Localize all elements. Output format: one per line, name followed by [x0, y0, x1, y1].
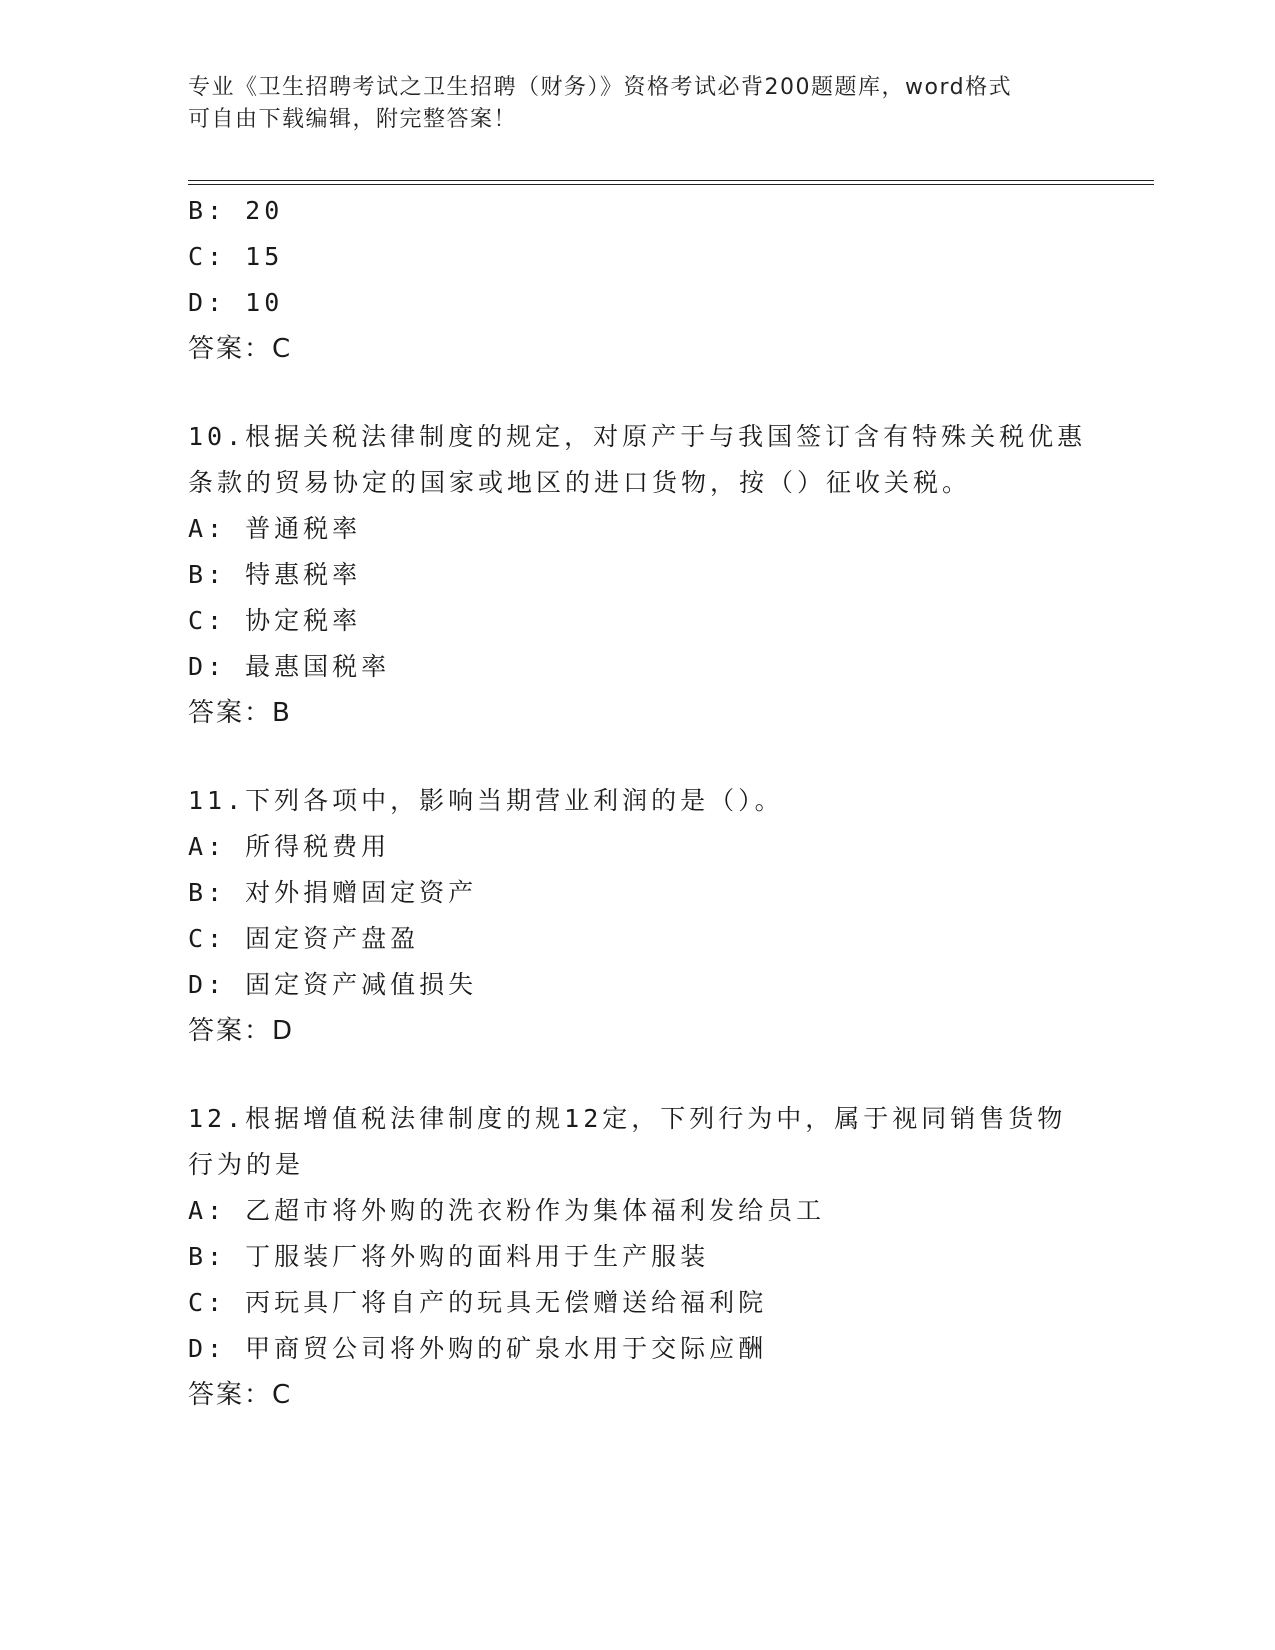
option-a: A: 普通税率 [188, 514, 362, 543]
question-text: 12.根据增值税法律制度的规12定，下列行为中，属于视同销售货物行为的是 [188, 1104, 1067, 1179]
question-12 [188, 1096, 1148, 1418]
header-title-line-2: 可自由下载编辑，附完整答案！ [188, 107, 518, 132]
option-b: B: 20 [188, 196, 284, 225]
option-c: C: 丙玩具厂将自产的玩具无偿赠送给福利院 [188, 1288, 768, 1317]
option-d: D: 最惠国税率 [188, 652, 391, 681]
header-divider-top [188, 180, 1154, 181]
option-a: A: 所得税费用 [188, 832, 391, 861]
option-d: D: 10 [188, 288, 284, 317]
option-b: B: 丁服装厂将外购的面料用于生产服装 [188, 1242, 710, 1271]
spacer [188, 736, 1148, 778]
option-b: B: 对外捐赠固定资产 [188, 878, 478, 907]
question-text: 11.下列各项中，影响当期营业利润的是（）。 [188, 786, 784, 815]
answer-label: 答案：D [188, 1016, 295, 1046]
option-d: D: 固定资产减值损失 [188, 970, 478, 999]
header-title-line-1: 专业《卫生招聘考试之卫生招聘（财务）》资格考试必背200题题库，word格式 [188, 75, 1013, 100]
question-text: 10.根据关税法律制度的规定，对原产于与我国签订含有特殊关税优惠条款的贸易协定的国家或地区的进口货物，按（）征收关税。 [188, 422, 1087, 497]
header-divider-bottom [188, 184, 1154, 185]
answer-label: 答案：B [188, 698, 292, 728]
answer-label: 答案：C [188, 1380, 293, 1410]
document-header [188, 72, 1068, 136]
option-c: C: 协定税率 [188, 606, 362, 635]
question-9-continued [188, 188, 1148, 372]
option-c: C: 15 [188, 242, 284, 271]
spacer [188, 372, 1148, 414]
option-b: B: 特惠税率 [188, 560, 362, 589]
question-content [188, 188, 1148, 1418]
question-11 [188, 778, 1148, 1054]
option-a: A: 乙超市将外购的洗衣粉作为集体福利发给员工 [188, 1196, 826, 1225]
option-d: D: 甲商贸公司将外购的矿泉水用于交际应酬 [188, 1334, 768, 1363]
answer-label: 答案：C [188, 334, 293, 364]
option-c: C: 固定资产盘盈 [188, 924, 420, 953]
spacer [188, 1054, 1148, 1096]
question-10 [188, 414, 1148, 736]
